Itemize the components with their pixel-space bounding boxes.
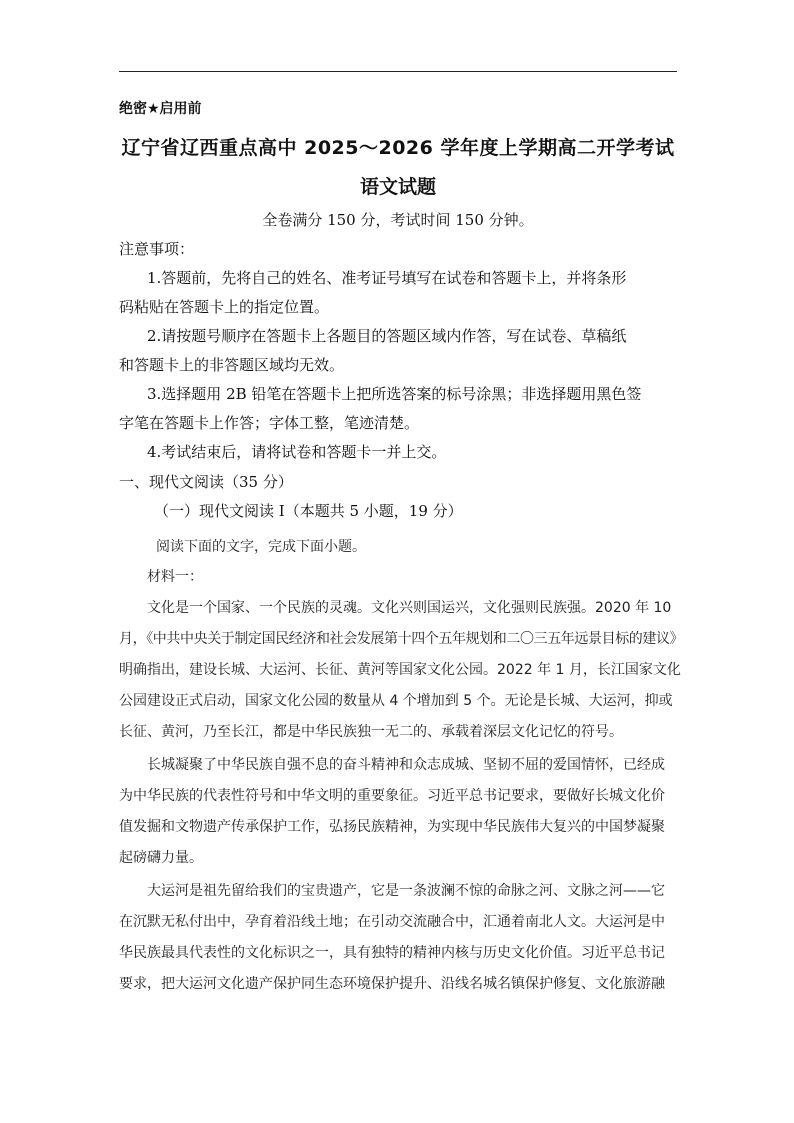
note-line: 和答题卡上的非答题区域均无效。 (119, 356, 345, 374)
note-line: 3.选择题用 2B 铅笔在答题卡上把所选答案的标号涂黑；非选择题用黑色签 (147, 385, 642, 403)
secret-label: 绝密★启用前 (119, 101, 202, 117)
body-line: 文化是一个国家、一个民族的灵魂。文化兴则国运兴，文化强则民族强。2020 年 10 (147, 600, 672, 616)
instruction-text: 阅读下面的文字，完成下面小题。 (156, 539, 366, 555)
body-line: 长城凝聚了中华民族自强不息的奋斗精神和众志成城、坚韧不屈的爱国情怀，已经成 (147, 757, 665, 773)
body-line: 华民族最具代表性的文化标识之一，具有独特的精神内核与历史文化价值。习近平总书记 (119, 945, 665, 961)
note-line: 4.考试结束后，请将试卷和答题卡一并上交。 (147, 443, 447, 461)
body-line: 明确指出，建设长城、大运河、长征、黄河等国家文化公园。2022 年 1 月，长江国家文化 (119, 662, 681, 678)
note-line: 码粘贴在答题卡上的指定位置。 (119, 298, 330, 316)
note-line: 字笔在答题卡上作答；字体工整，笔迹清楚。 (119, 414, 420, 432)
body-line: 在沉默无私付出中，孕育着沿线土地；在引动交流融合中，汇通着南北人文。大运河是中 (119, 914, 665, 930)
body-line: 公园建设正式启动，国家文化公园的数量从 4 个增加到 5 个。无论是长城、大运河，抑或 (119, 693, 673, 709)
body-line: 长征、黄河，乃至长江，都是中华民族独一无二的、承载着深层文化记忆的符号。 (119, 724, 623, 740)
body-line: 值发掘和文物遗产传承保护工作，弘扬民族精神，为实现中华民族伟大复兴的中国梦凝聚 (119, 819, 665, 835)
section-subtitle: （一）现代文阅读 I（本题共 5 小题，19 分） (154, 502, 463, 520)
exam-subtitle: 语文试题 (359, 176, 436, 198)
body-line: 月，《中共中央关于制定国民经济和社会发展第十四个五年规划和二〇三五年远景目标的建议》 (119, 631, 684, 647)
body-line: 起磅礴力量。 (119, 850, 203, 866)
section-title: 一、现代文阅读（35 分） (119, 473, 293, 491)
material-label: 材料一： (147, 569, 203, 585)
full-marks-note: 全卷满分 150 分，考试时间 150 分钟。 (262, 211, 534, 229)
exam-title: 辽宁省辽西重点高中 2025～2026 学年度上学期高二开学考试 (121, 137, 675, 159)
body-line: 为中华民族的代表性符号和中华文明的重要象征。习近平总书记要求，要做好长城文化价 (119, 788, 665, 804)
body-line: 大运河是祖先留给我们的宝贵遗产，它是一条波澜不惊的命脉之河、文脉之河——它 (147, 883, 665, 899)
header-rule (119, 71, 677, 72)
note-line: 2.请按题号顺序在答题卡上各题目的答题区域内作答，写在试卷、草稿纸 (147, 327, 627, 345)
body-line: 要求，把大运河文化遗产保护同生态环境保护提升、沿线名城名镇保护修复、文化旅游融 (119, 976, 665, 992)
note-line: 1.答题前，先将自己的姓名、准考证号填写在试卷和答题卡上，并将条形 (147, 269, 627, 287)
notes-heading: 注意事项： (119, 240, 195, 258)
